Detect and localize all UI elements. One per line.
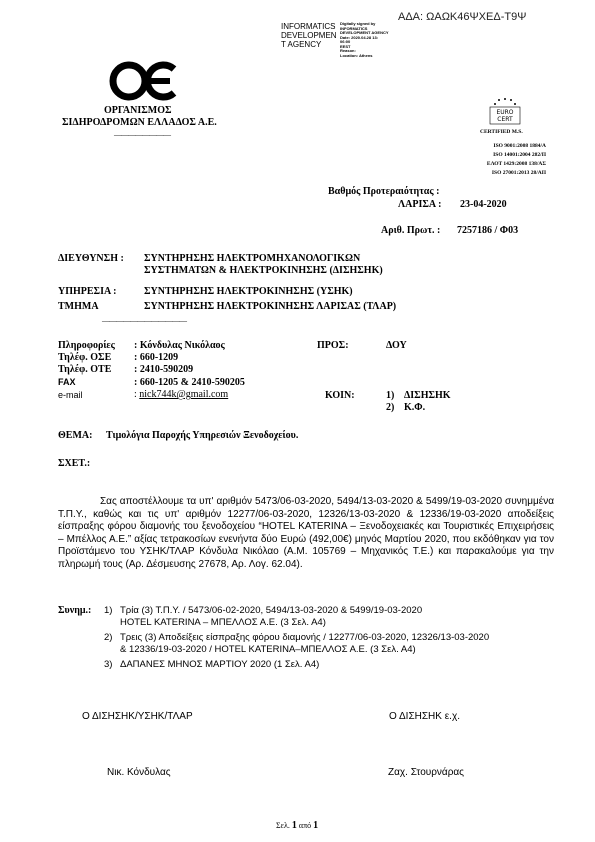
agency-line: DEVELOPMEN xyxy=(281,31,337,40)
contact-value-info: : Κόνδυλας Νικόλαος xyxy=(134,340,225,351)
agency-line: T AGENCY xyxy=(281,40,322,49)
contact-label-info: Πληροφορίες xyxy=(58,340,115,351)
footer-of: από xyxy=(298,821,312,830)
unit-label-department: ΤΜΗΜΑ xyxy=(58,301,99,312)
koin-item-1: ΔΙΣΗΣΗΚ xyxy=(404,390,451,401)
footer-prefix: Σελ. xyxy=(276,821,290,830)
contact-value-fax: : 660-1205 & 2410-590205 xyxy=(134,377,245,388)
signature-left-title: Ο ΔΙΣΗΣΗΚ/ΥΣΗΚ/ΤΛΑΡ xyxy=(82,711,193,722)
koin-item-1-num: 1) xyxy=(386,390,395,401)
contact-value-ose-phone: : 660-1209 xyxy=(134,352,179,363)
digital-signature-details xyxy=(340,22,389,58)
unit-value-service: ΣΥΝΤΗΡΗΣΗΣ ΗΛΕΚΤΡΟΚΙΝΗΣΗΣ (ΥΣΗΚ) xyxy=(144,286,353,297)
cert-line: ISO 27001:2013 28/ΑΠ xyxy=(491,170,546,176)
related-label: ΣΧΕΤ.: xyxy=(58,458,91,469)
priority-label: Βαθμός Προτεραιότητας : xyxy=(328,186,440,197)
contact-value-ote-phone: : 2410-590209 xyxy=(134,364,194,375)
unit-value-department: ΣΥΝΤΗΡΗΣΗΣ ΗΛΕΚΤΡΟΚΙΝΗΣΗΣ ΛΑΡΙΣΑΣ (ΤΛΑΡ) xyxy=(144,301,397,312)
signature-left-name: Νικ. Κόνδυλας xyxy=(107,767,171,778)
koin-label: ΚΟΙΝ: xyxy=(325,390,355,401)
unit-value-directorate-line2: ΣΥΣΤΗΜΑΤΩΝ & ΗΛΕΚΤΡΟΚΙΝΗΣΗΣ (ΔΙΣΗΣΗΚ) xyxy=(144,265,383,276)
attachments-label: Συνημ.: xyxy=(58,605,92,616)
contact-value-email xyxy=(134,389,228,400)
subject-value: Τιμολόγια Παροχής Υπηρεσιών Ξενοδοχείου. xyxy=(106,430,299,441)
signature-detail-line: INFORMATICS xyxy=(340,25,368,31)
attachment-2-line1: Τρεις (3) Αποδείξεις είσπραξης φόρου διαμονής / 12277/06-03-2020, 12326/13-03-2020 xyxy=(120,632,490,643)
eurocert-text: EURO xyxy=(496,109,514,116)
cert-line: ΕΛΟΤ 1429:2008 138/ΑΣ xyxy=(486,161,546,167)
contact-label-email: e-mail xyxy=(58,390,83,400)
signature-detail-line: Location: Athens xyxy=(340,52,373,58)
city-label: ΛΑΡΙΣΑ : xyxy=(398,199,442,210)
koin-item-2: Κ.Φ. xyxy=(404,402,426,413)
signature-right-title: Ο ΔΙΣΗΣΗΚ ε.χ. xyxy=(389,711,460,722)
signature-detail-line: 06:00 xyxy=(340,39,351,44)
contact-label-ote-phone: Τηλέφ. ΟΤΕ xyxy=(58,364,112,375)
units-underline: ———————————— xyxy=(102,316,186,325)
cert-line: ISO 14001:2004 282/Π xyxy=(493,152,546,158)
ada-code: ΑΔΑ: ΩΑΩΚ46ΨΧΕΔ-Τ9Ψ xyxy=(398,11,527,23)
unit-label-service: ΥΠΗΡΕΣΙΑ : xyxy=(58,286,117,297)
body-paragraph: Σας αποστέλλουμε τα υπ' αριθμόν 5473/06-03-2020, 5494/13-03-2020 & 5499/19-03-2020 συνημμένα Τ.Π.Υ., καθώς και τις υπ' αριθμόν 12277/06-03-2020, 12326/13-03-2020 & 12336/19-03-2020 αποδείξεις είσπραξης φόρου διαμονής του ξενοδοχείου “HOTEL KATERINA – Ξενοδοχειακές και Τουριστικές Επιχειρήσεις – Μπέλλος Α.Ε.” αξίας τετρακοσίων ενενήντα δύο Ευρώ (492,00€) μηνός Μαρτίου 2020, που εκδόθηκαν για τον Προϊστάμενο του ΥΣΗΚ/ΤΛΑΡ Κόνδυλα Νικόλαο (Α.Μ. 105769 – Μηχανικός Τ.Ε.) και παρακαλούμε για την πληρωμή τους (Αρ. Δέσμευσης 27678, Αρ. Λογ. 62.04). xyxy=(58,496,554,570)
footer-page-total: 1 xyxy=(313,820,319,831)
attachment-1-line2: HOTEL KATERINA – ΜΠΕΛΛΟΣ Α.Ε. (3 Σελ. Α4) xyxy=(120,617,326,628)
signature-detail-line: DEVELOPMENT AGENCY xyxy=(340,30,389,35)
org-name-line1: ΟΡΓΑΝΙΣΜΟΣ xyxy=(104,105,172,116)
attachment-3-line1: ΔΑΠΑΝΕΣ ΜΗΝΟΣ ΜΑΡΤΙΟΥ 2020 (1 Σελ. Α4) xyxy=(120,659,320,670)
protocol-label: Αριθ. Πρωτ. : xyxy=(381,225,441,236)
contact-label-fax: FAX xyxy=(58,377,76,387)
signature-detail-line: Date: 2020.04.28 13: xyxy=(340,34,379,40)
agency-line: INFORMATICS xyxy=(281,22,336,31)
subject-label: ΘΕΜΑ: xyxy=(58,430,93,441)
koin-item-2-num: 2) xyxy=(386,402,395,413)
footer-page-number: 1 xyxy=(291,820,297,831)
cert-title: CERTIFIED M.S. xyxy=(480,129,523,135)
unit-label-directorate: ΔΙΕΥΘΥΝΣΗ : xyxy=(58,253,124,264)
attachment-3-num: 3) xyxy=(104,659,113,670)
signature-detail-line: Reason: xyxy=(340,48,356,53)
protocol-number: 7257186 / Φ03 xyxy=(457,225,519,236)
page-footer xyxy=(276,820,318,831)
signature-right-name: Ζαχ. Στουρνάρας xyxy=(388,767,464,778)
signature-detail-line: Digitally signed by xyxy=(340,21,376,26)
org-name-line2: ΣΙΔΗΡΟΔΡΟΜΩΝ ΕΛΛΑΔΟΣ Α.Ε. xyxy=(62,117,217,128)
eurocert-text: CERT xyxy=(497,116,513,123)
cert-line: ISO 9001:2008 1884/A xyxy=(493,143,546,149)
email-link[interactable]: nick744k@gmail.com xyxy=(139,389,229,400)
email-prefix: : xyxy=(134,389,140,400)
signature-agency-name xyxy=(281,22,337,49)
cert-lines xyxy=(466,142,546,178)
to-value: ΔΟΥ xyxy=(386,340,407,351)
attachment-2-line2: & 12336/19-03-2020 / HOTEL KATERINA–ΜΠΕΛΛΟΣ Α.Ε. (3 Σελ. Α4) xyxy=(120,644,416,655)
eurocert-logo xyxy=(484,95,526,125)
to-label: ΠΡΟΣ: xyxy=(317,340,349,351)
attachment-2-num: 2) xyxy=(104,632,113,643)
contact-label-ose-phone: Τηλέφ. ΟΣΕ xyxy=(58,352,112,363)
ose-logo xyxy=(108,60,178,102)
attachment-1-num: 1) xyxy=(104,605,113,616)
unit-value-directorate: ΣΥΝΤΗΡΗΣΗΣ ΗΛΕΚΤΡΟΜΗΧΑΝΟΛΟΓΙΚΩΝ xyxy=(144,253,361,264)
attachment-1-line1: Τρία (3) Τ.Π.Υ. / 5473/06-02-2020, 5494/13-03-2020 & 5499/19-03-2020 xyxy=(120,605,423,616)
org-underline: ———————— xyxy=(114,130,170,139)
document-date: 23-04-2020 xyxy=(460,199,507,210)
signature-detail-line: EEST xyxy=(340,43,351,49)
